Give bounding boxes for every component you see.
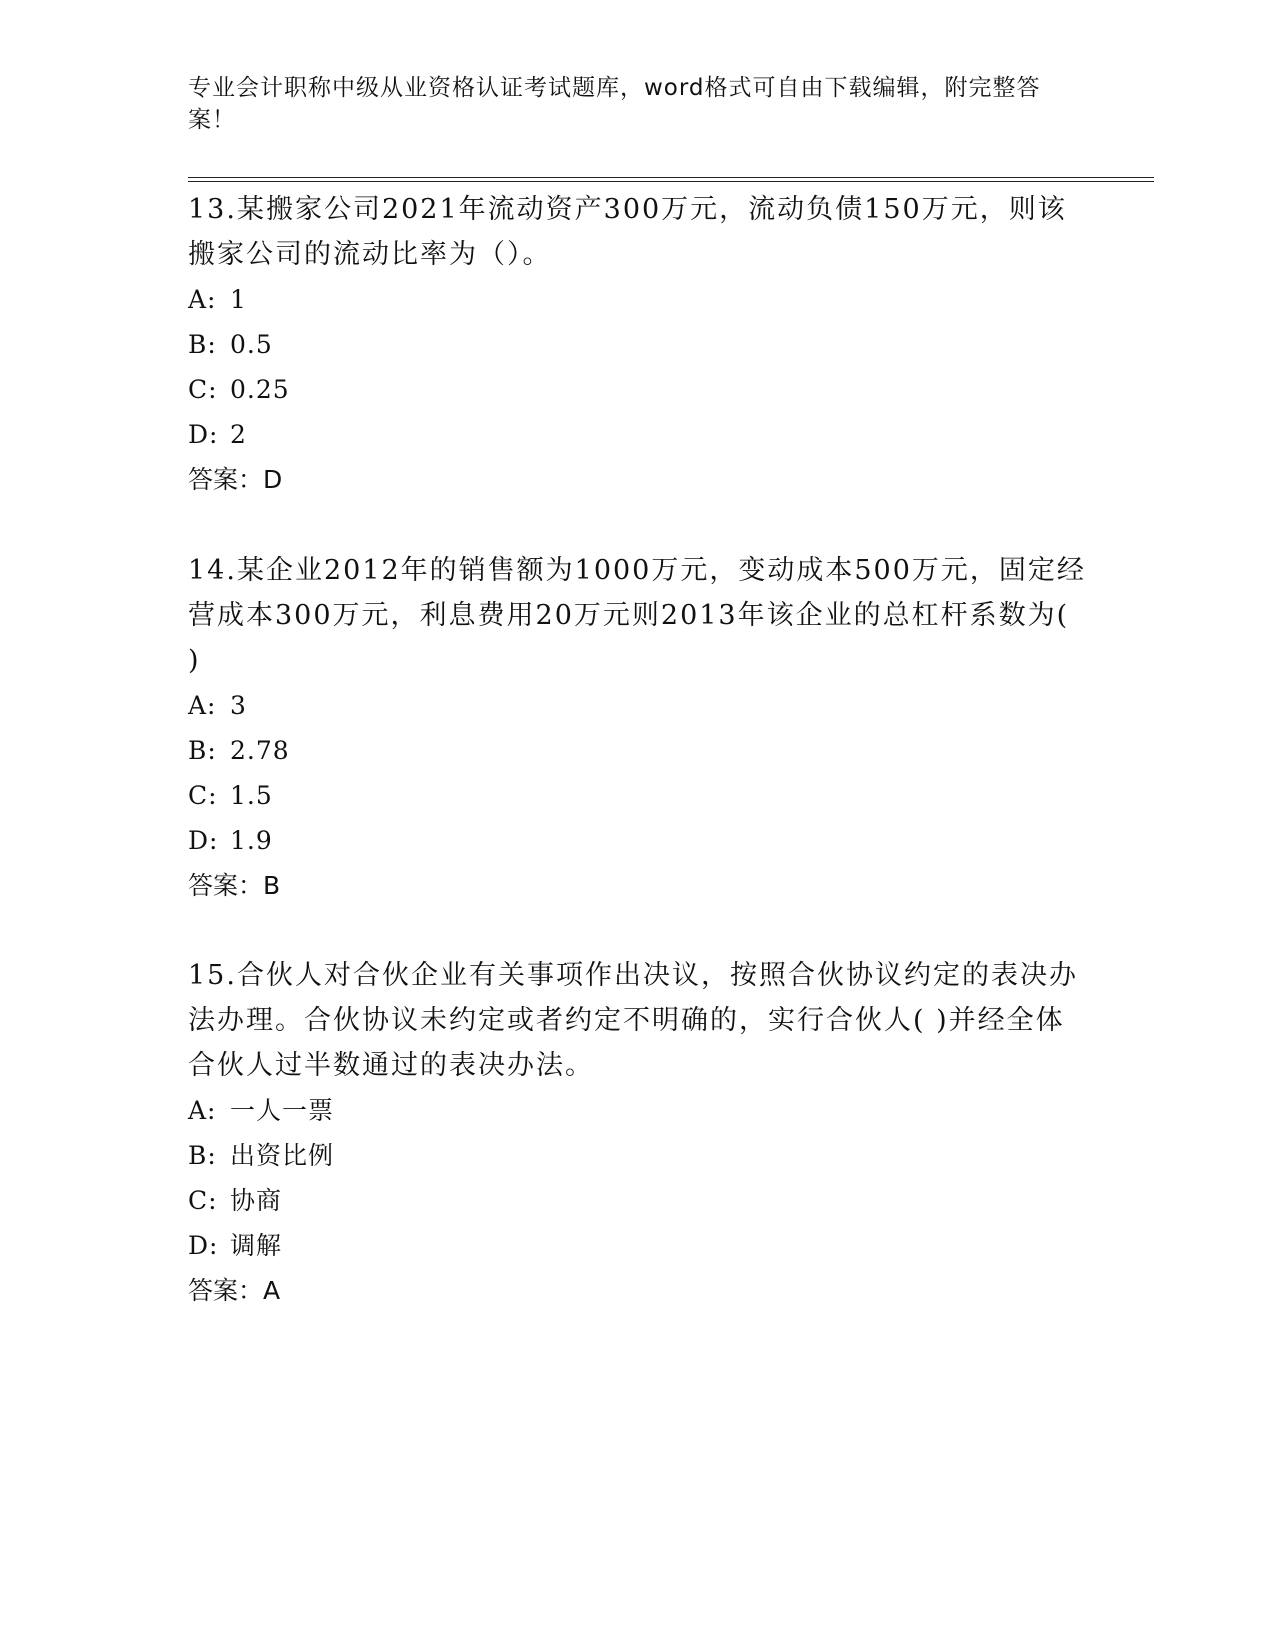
header-divider-bottom: [188, 181, 1154, 182]
option-letter: B:: [188, 736, 217, 765]
option-b: [188, 322, 1088, 367]
option-b: [188, 1133, 1088, 1178]
question-stem: 14.某企业2012年的销售额为1000万元，变动成本500万元，固定经营成本300万元，利息费用20万元则2013年该企业的总杠杆系数为( ): [188, 555, 1086, 676]
document-header: 专业会计职称中级从业资格认证考试题库，word格式可自由下载编辑，附完整答案！: [188, 75, 1041, 133]
option-d: [188, 412, 1088, 457]
option-c: [188, 367, 1088, 412]
option-text: 2.78: [230, 736, 290, 765]
option-letter: D:: [188, 420, 219, 449]
option-text: 1.5: [230, 781, 273, 810]
option-letter: D:: [188, 826, 219, 855]
option-text: 0.25: [230, 375, 290, 404]
option-letter: D:: [188, 1231, 219, 1260]
header-divider-top: [188, 177, 1154, 178]
option-letter: C:: [188, 375, 218, 404]
question-stem: 15.合伙人对合伙企业有关事项作出决议，按照合伙协议约定的表决办法办理。合伙协议未约定或者约定不明确的，实行合伙人( )并经全体合伙人过半数通过的表决办法。: [188, 960, 1078, 1081]
question-14: [188, 548, 1088, 908]
option-c: [188, 1178, 1088, 1223]
option-text: 出资比例: [230, 1141, 335, 1170]
option-text: 1: [230, 285, 247, 314]
option-letter: A:: [188, 1096, 217, 1125]
option-letter: C:: [188, 1186, 218, 1215]
option-letter: C:: [188, 781, 218, 810]
option-text: 协商: [230, 1186, 283, 1215]
option-text: 3: [230, 691, 247, 720]
option-d: [188, 818, 1088, 863]
question-15: [188, 953, 1088, 1313]
option-a: [188, 683, 1088, 728]
option-a: [188, 277, 1088, 322]
option-letter: A:: [188, 691, 217, 720]
option-text: 调解: [230, 1231, 283, 1260]
answer-label: 答案：B: [188, 871, 281, 900]
option-text: 1.9: [230, 826, 273, 855]
question-stem: 13.某搬家公司2021年流动资产300万元，流动负债150万元，则该搬家公司的流动比率为（）。: [188, 194, 1067, 270]
option-letter: B:: [188, 330, 217, 359]
question-13: [188, 187, 1088, 502]
answer-label: 答案：A: [188, 1276, 281, 1305]
option-text: 一人一票: [230, 1096, 335, 1125]
option-c: [188, 773, 1088, 818]
option-a: [188, 1088, 1088, 1133]
option-b: [188, 728, 1088, 773]
option-text: 2: [230, 420, 247, 449]
option-letter: B:: [188, 1141, 217, 1170]
option-text: 0.5: [230, 330, 273, 359]
option-d: [188, 1223, 1088, 1268]
answer-label: 答案：D: [188, 465, 283, 494]
option-letter: A:: [188, 285, 217, 314]
